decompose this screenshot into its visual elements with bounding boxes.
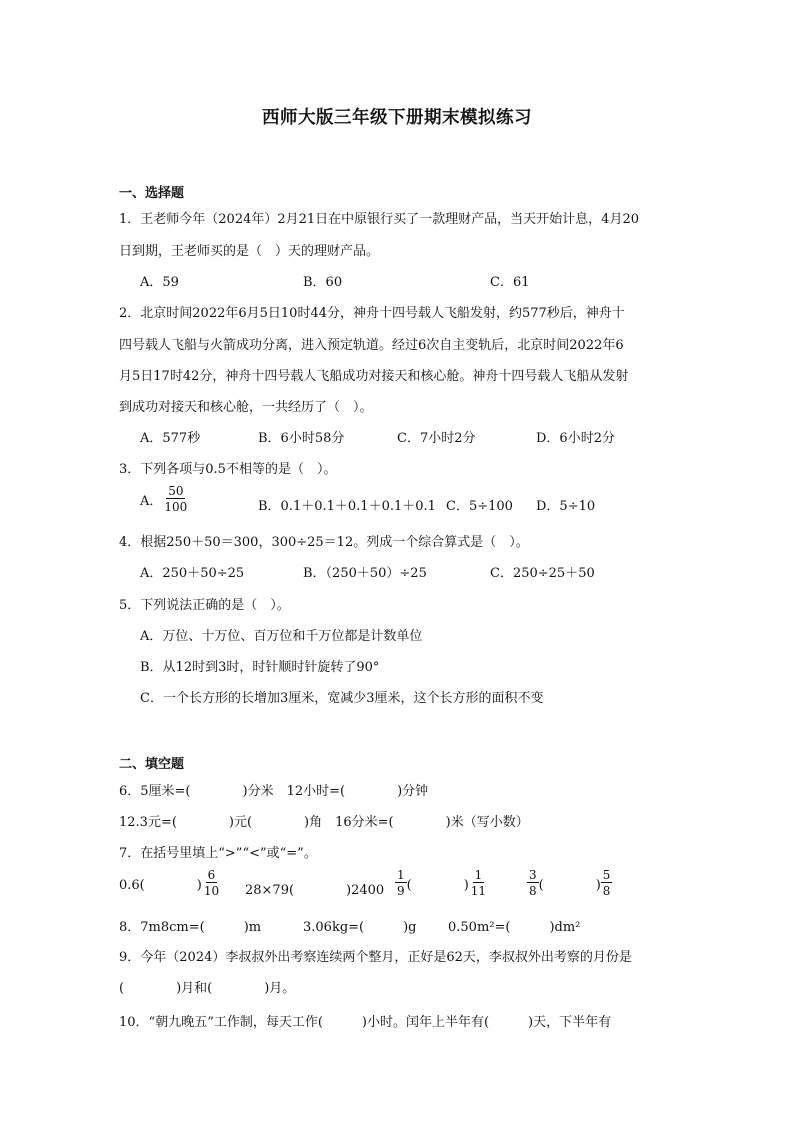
- option-label: A．: [140, 493, 163, 509]
- question-4-stem: 4．根据250＋50＝300，300÷25＝12。列成一个综合算式是（ ）。: [119, 535, 529, 550]
- question-8-part-3: 0.50m²=( )dm²: [448, 920, 581, 935]
- fraction: [162, 485, 189, 513]
- fraction: [469, 869, 488, 897]
- fraction: [527, 869, 539, 897]
- question-2-line: 月5日17时42分，神舟十四号载人飞船成功对接天和核心舱。神舟十四号载人飞船从发射: [119, 369, 629, 384]
- comparison-blank: ( ): [406, 877, 469, 893]
- question-2-line: 四号载人飞船与火箭成功分离，进入预定轨道。经过6次自主变轨后，北京时间2022年6: [119, 338, 624, 353]
- fraction-denominator: 100: [164, 500, 188, 514]
- question-5-option-b: B．从12时到3时，时针顺时针旋转了90°: [140, 660, 380, 675]
- fraction-denominator: 10: [203, 884, 220, 898]
- question-3-option-d: D．5÷10: [536, 499, 596, 514]
- question-4-option-b: B．（250＋50）÷25: [303, 566, 427, 581]
- fraction-denominator: 8: [602, 884, 611, 898]
- section-heading-fill: 二、填空题: [119, 757, 185, 772]
- comparison-left: 0.6( ): [119, 877, 202, 893]
- question-5-option-c: C．一个长方形的长增加3厘米，宽减少3厘米，这个长方形的面积不变: [140, 691, 544, 706]
- question-6-line: 6．5厘米=( )分米 12小时=( )分钟: [119, 784, 429, 799]
- question-3-option-b: B．0.1＋0.1＋0.1＋0.1＋0.1: [258, 499, 436, 514]
- question-2-option-c: C．7小时2分: [397, 431, 476, 446]
- question-9-line: ( )月和( )月。: [119, 981, 296, 996]
- fraction-numerator: 3: [529, 868, 537, 882]
- question-10-line: 10．“朝九晚五”工作制，每天工作( )小时。闰年上半年有( )天，下半年有: [119, 1015, 612, 1030]
- question-8-part-2: 3.06kg=( )g: [303, 920, 417, 935]
- comparison-blank: ( ): [538, 877, 601, 893]
- question-5-stem: 5．下列说法正确的是（ ）。: [119, 598, 290, 613]
- question-9-line: 9．今年（2024）李叔叔外出考察连续两个整月，正好是62天，李叔叔外出考察的月份是: [119, 950, 632, 965]
- question-1-line: 1．王老师今年（2024年）2月21日在中原银行买了一款理财产品，当天开始计息，4月20: [119, 212, 639, 227]
- fraction: [202, 869, 221, 897]
- question-4-option-c: C．250÷25＋50: [490, 566, 595, 581]
- question-2-option-d: D．6小时2分: [536, 431, 615, 446]
- fraction-numerator: 50: [168, 484, 184, 498]
- question-2-line: 2．北京时间2022年6月5日10时44分，神舟十四号载人飞船发射，约577秒后，神舟十: [119, 306, 625, 321]
- question-7-stem: 7．在括号里填上“>”“<”或“=”。: [119, 846, 317, 861]
- fraction-denominator: 9: [397, 884, 405, 898]
- question-2-option-a: A．577秒: [140, 431, 201, 446]
- question-1-option-a: A．59: [140, 275, 179, 290]
- question-7-part-2: 28×79( )2400: [245, 883, 385, 898]
- fraction-denominator: 8: [529, 884, 537, 898]
- question-4-option-a: A．250＋50÷25: [140, 566, 245, 581]
- fraction-numerator: 1: [474, 868, 483, 882]
- question-7-part-1: [119, 869, 221, 897]
- question-1-line: 日到期，王老师买的是（ ）天的理财产品。: [119, 244, 380, 259]
- question-6-line: 12.3元=( )元( )角 16分米=( )米（写小数）: [119, 815, 529, 830]
- fraction: [395, 869, 407, 897]
- fraction-numerator: 5: [602, 868, 611, 882]
- question-8-part-1: 8．7m8cm=( )m: [119, 920, 262, 935]
- fraction-denominator: 11: [470, 884, 487, 898]
- question-2-option-b: B．6小时58分: [258, 431, 345, 446]
- question-3-option-c: C．5÷100: [446, 499, 513, 514]
- question-2-line: 到成功对接天和核心舱，一共经历了（ ）。: [119, 400, 373, 415]
- fraction-numerator: 1: [397, 868, 405, 882]
- question-1-option-b: B．60: [303, 275, 343, 290]
- page-title: 西师大版三年级下册期末模拟练习: [262, 108, 532, 128]
- question-7-part-3: [395, 869, 488, 897]
- fraction-numerator: 6: [207, 868, 216, 882]
- question-3-stem: 3．下列各项与0.5不相等的是（ ）。: [119, 462, 337, 477]
- question-3-option-a: [140, 485, 189, 513]
- question-5-option-a: A．万位、十万位、百万位和千万位都是计数单位: [140, 629, 423, 644]
- question-1-option-c: C．61: [490, 275, 530, 290]
- section-heading-choice: 一、选择题: [119, 186, 185, 201]
- fraction: [601, 869, 613, 897]
- question-7-part-4: [527, 869, 612, 897]
